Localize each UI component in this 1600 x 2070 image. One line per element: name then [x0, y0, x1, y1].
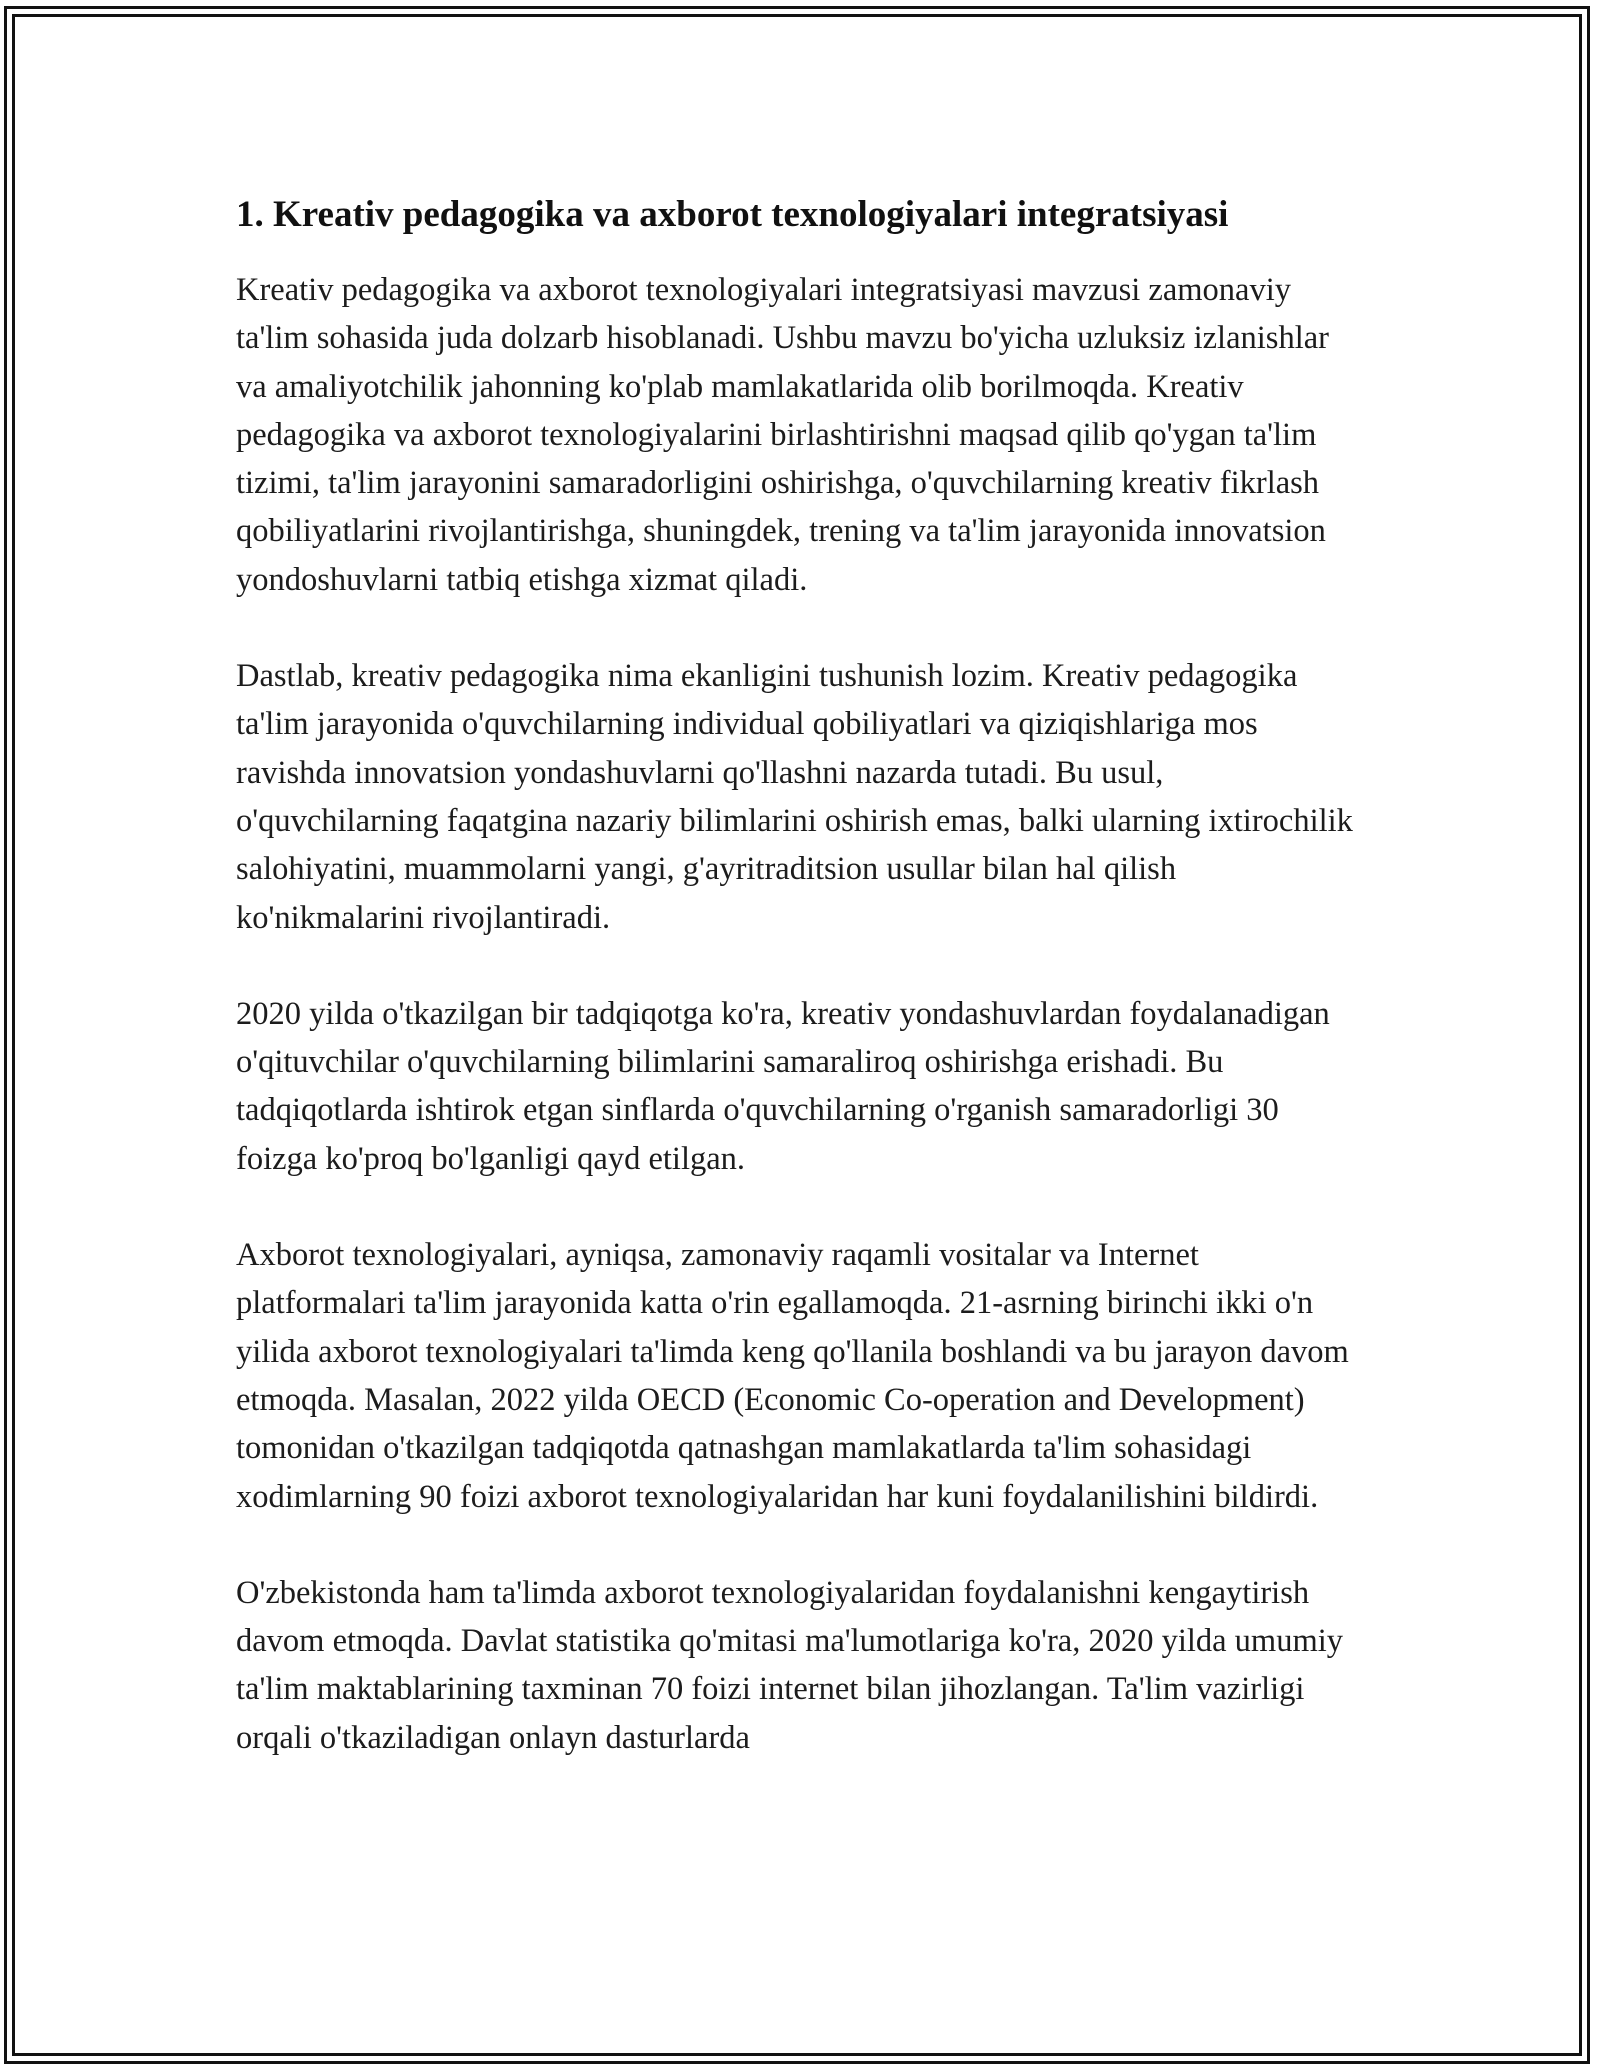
paragraph-research: 2020 yilda o'tkazilgan bir tadqiqotga ko'ra, kreativ yondashuvlardan foydalanadigan o'qituvchilar o'quvchilarning bilimlarini samaraliroq oshirishga erishadi. Bu tadqiqotlarda ishtirok etgan sinflarda o'quvchilarning o'rganish samaradorligi 30 foizga ko'proq bo'lganligi qayd etilgan.: [236, 995, 1330, 1177]
document-body: [236, 186, 1366, 1810]
paragraph-uzbekistan: O'zbekistonda ham ta'limda axborot texnologiyalaridan foydalanishni kengaytirish davom etmoqda. Davlat statistika qo'mitasi ma'lumotlariga ko'ra, 2020 yilda umumiy ta'lim maktablarining taxminan 70 foizi internet bilan jihozlangan. Ta'lim vazirligi orqali o'tkaziladigan onlayn dasturlarda: [236, 1574, 1344, 1756]
section-heading: 1. Kreativ pedagogika va axborot texnologiyalari integratsiyasi: [236, 194, 1229, 235]
paragraph-technology: Axborot texnologiyalari, ayniqsa, zamonaviy raqamli vositalar va Internet platformalari ta'lim jarayonida katta o'rin egallamoqda. 21-asrning birinchi ikki o'n yilida axborot texnologiyalari ta'limda keng qo'llanila boshlandi va bu jarayon davom etmoqda. Masalan, 2022 yilda OECD (Economic Co-operation and Development) tomonidan o'tkazilgan tadqiqotda qatnashgan mamlakatlarda ta'lim sohasidagi xodimlarning 90 foizi axborot texnologiyalaridan har kuni foydalanilishini bildirdi.: [236, 1237, 1349, 1515]
paragraph-intro: Kreativ pedagogika va axborot texnologiyalari integratsiyasi mavzusi zamonaviy ta'lim sohasida juda dolzarb hisoblanadi. Ushbu mavzu bo'yicha uzluksiz izlanishlar va amaliyotchilik jahonning ko'plab mamlakatlarida olib borilmoqda. Kreativ pedagogika va axborot texnologiyalarini birlashtirishni maqsad qilib qo'ygan ta'lim tizimi, ta'lim jarayonini samaradorligini oshirishga, o'quvchilarning kreativ fikrlash qobiliyatlarini rivojlantirishga, shuningdek, trening va ta'lim jarayonida innovatsion yondoshuvlarni tatbiq etishga xizmat qiladi.: [236, 272, 1329, 598]
paragraph-definition: Dastlab, kreativ pedagogika nima ekanligini tushunish lozim. Kreativ pedagogika ta'lim jarayonida o'quvchilarning individual qobiliyatlari va qiziqishlariga mos ravishda innovatsion yondashuvlarni qo'llashni nazarda tutadi. Bu usul, o'quvchilarning faqatgina nazariy bilimlarini oshirish emas, balki ularning ixtirochilik salohiyatini, muammolarni yangi, g'ayritraditsion usullar bilan hal qilish ko'nikmalarini rivojlantiradi.: [236, 658, 1353, 936]
